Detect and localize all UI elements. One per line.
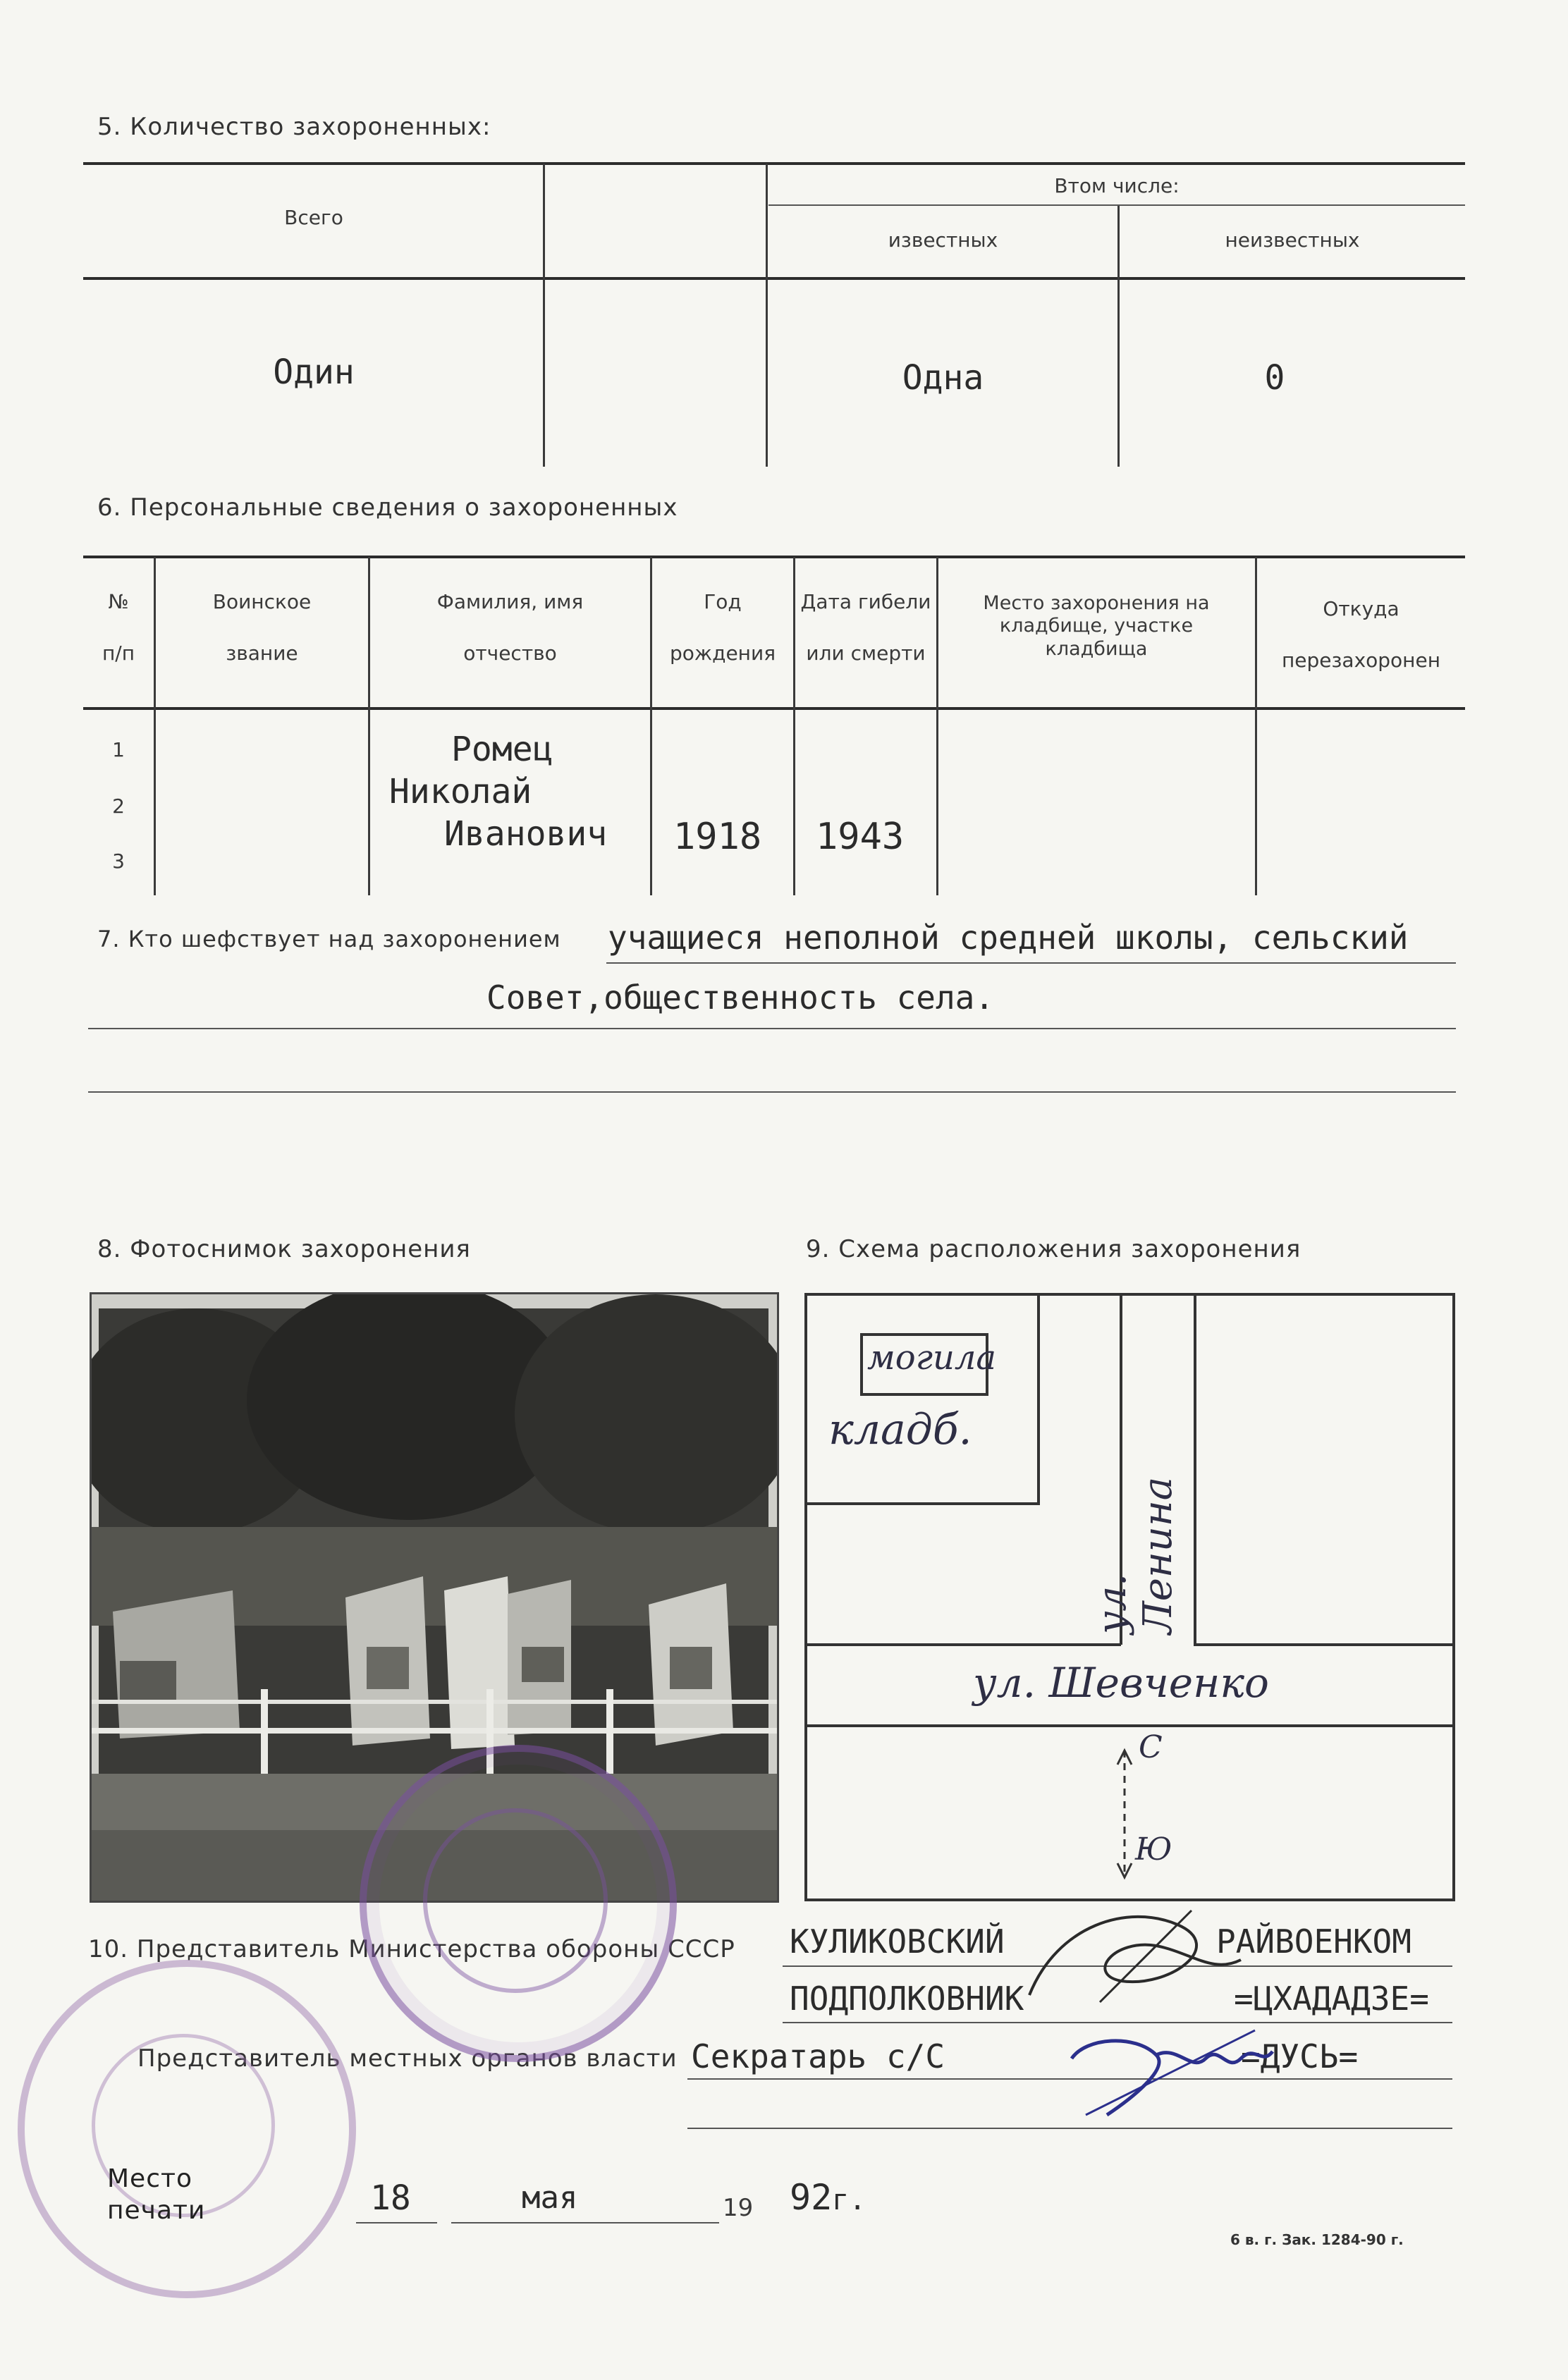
table5-top-border: [83, 162, 1465, 165]
date-day: 18: [370, 2178, 411, 2218]
header-death-top: Дата гибели: [800, 590, 931, 613]
section9-title: 9. Схема расположения захоронения: [806, 1235, 1301, 1263]
row-number-3: 3: [112, 849, 125, 873]
date-month: мая: [522, 2180, 578, 2216]
row-number-1: 1: [112, 738, 125, 761]
location-scheme: [804, 1292, 1456, 1902]
header-birth-bottom: рождения: [669, 642, 776, 665]
section7-line2: Совет,общественность села.: [486, 979, 995, 1017]
entry-patronymic: Иванович: [444, 814, 608, 854]
header-num-top: №: [108, 590, 129, 613]
military-office-stamp: [360, 1745, 677, 2062]
header-total: Всего: [284, 206, 343, 229]
village-council-stamp: [18, 1960, 356, 2298]
section7-underline-1: [606, 962, 1456, 964]
date-month-underline: [451, 2222, 719, 2223]
mil-rep-line2-left: ПОДПОЛКОВНИК: [790, 1980, 1024, 2018]
date-year: 92: [790, 2177, 833, 2218]
value-unknown: 0: [1264, 358, 1285, 398]
local-rep-label: Представитель местных органов власти: [137, 2044, 678, 2073]
scheme-south-label: Ю: [1135, 1832, 1172, 1867]
entry-surname: Ромец: [451, 730, 553, 769]
table6-header-bottom: [83, 707, 1465, 710]
military-stamp-inner-ring: [423, 1808, 608, 1993]
military-signature: [1015, 1896, 1255, 2023]
header-in-that-number: Втом числе:: [1054, 174, 1180, 197]
table5-header-bottom: [83, 277, 1465, 280]
stamp-place-label-2: печати: [107, 2196, 206, 2225]
local-rep-title: Секратарь с/С: [691, 2037, 945, 2075]
scheme-grave-label: могила: [867, 1338, 997, 1378]
header-rank-top: Воинское: [212, 590, 312, 613]
section8-title: 8. Фотоснимок захоронения: [97, 1235, 471, 1263]
scheme-north-label: С: [1139, 1729, 1163, 1765]
table6-vline-5: [936, 557, 938, 895]
entry-birth-year: 1918: [673, 816, 762, 858]
header-from-top: Откуда: [1323, 597, 1399, 620]
entry-name: Николай: [389, 772, 532, 811]
table5-vline-1: [543, 164, 545, 467]
section5-title: 5. Количество захороненных:: [97, 113, 491, 141]
table6-top-border: [83, 556, 1465, 558]
table5-subheader-line: [768, 204, 1465, 206]
scheme-cemetery-label: кладб.: [828, 1405, 972, 1454]
section10-label: 10. Представитель Министерства обороны СССР: [88, 1935, 735, 1963]
local-signature: [1058, 2016, 1283, 2129]
header-birth-top: Год: [704, 590, 742, 613]
section7-label: 7. Кто шефствует над захоронением: [97, 926, 561, 952]
section7-line1: учащиеся неполной средней школы, сельский: [608, 919, 1409, 957]
header-rank-bottom: звание: [226, 642, 298, 665]
mil-rep-line2-right: =ЦХАДАДЗЕ=: [1234, 1980, 1429, 2018]
mil-rep-line1-right: РАЙВОЕНКОМ: [1216, 1922, 1411, 1961]
date-day-underline: [356, 2222, 437, 2223]
row-number-2: 2: [112, 795, 125, 818]
header-num-bottom: п/п: [102, 642, 135, 665]
header-known: известных: [888, 228, 998, 252]
header-unknown: неизвестных: [1225, 228, 1360, 252]
header-death-bottom: или смерти: [806, 642, 926, 665]
scheme-lenina-street: ул. Ленина: [1089, 1476, 1181, 1634]
date-century: 19: [723, 2194, 754, 2222]
mil-rep-line1-left: КУЛИКОВСКИЙ: [790, 1922, 1005, 1961]
header-from-bottom: перезахоронен: [1281, 649, 1441, 672]
section6-title: 6. Персональные сведения о захороненных: [97, 493, 678, 522]
entry-death-year: 1943: [816, 816, 905, 858]
header-burial-place: Место захоронения на кладбище, участке кладбища: [983, 592, 1210, 660]
section7-underline-3: [88, 1091, 1456, 1093]
header-name-bottom: отчество: [463, 642, 557, 665]
value-total: Один: [273, 352, 355, 392]
value-known: Одна: [902, 358, 984, 398]
stamp-place-label-1: Место: [107, 2164, 192, 2193]
scheme-shevchenko-street: ул. Шевченко: [973, 1659, 1269, 1707]
date-year-suffix: г.: [832, 2184, 866, 2216]
section7-underline-2: [88, 1028, 1456, 1029]
local-rep-name: =ДУСЬ=: [1241, 2037, 1359, 2075]
table5-vline-2: [766, 164, 768, 467]
header-name-top: Фамилия, имя: [436, 590, 584, 613]
print-code: 6 в. г. Зак. 1284-90 г.: [1230, 2231, 1404, 2248]
